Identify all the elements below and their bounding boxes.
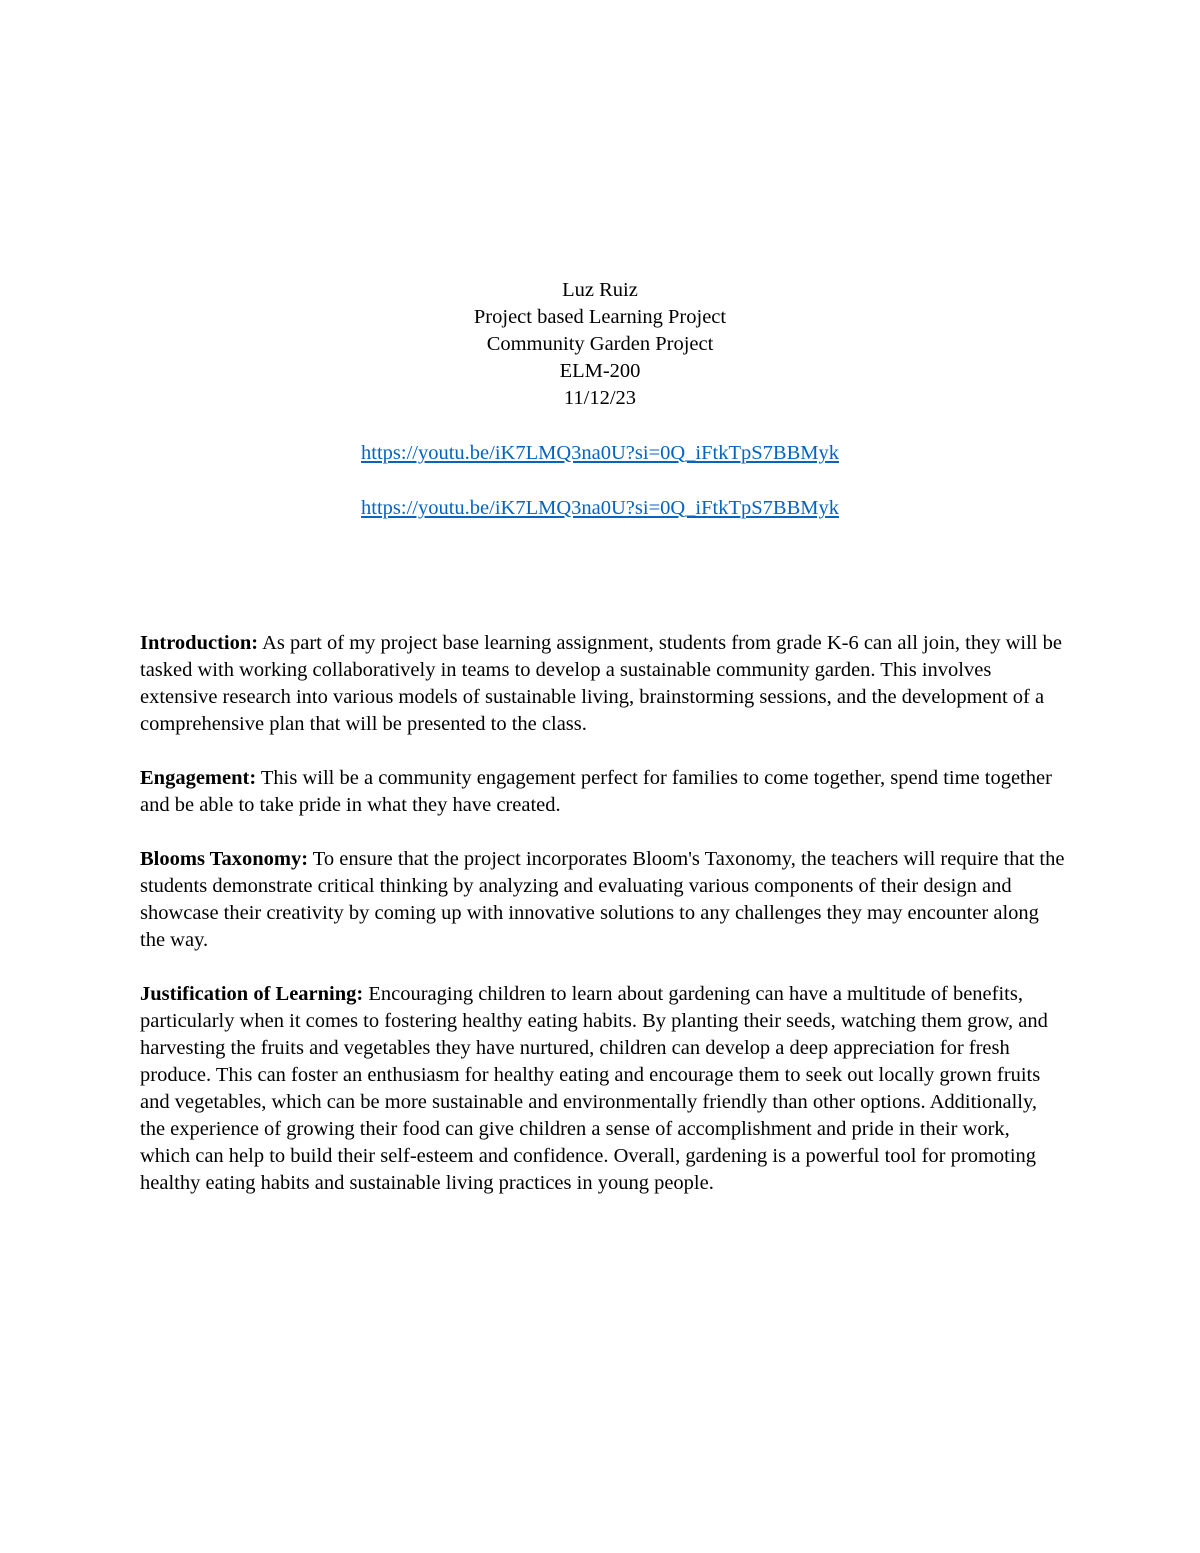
engagement-text: This will be a community engagement perfect for families to come together, spend time together and be able to take pride in what they have created. [140,767,1052,816]
introduction-paragraph [140,630,1065,738]
document-date: 11/12/23 [563,387,637,409]
justification-text: Encouraging children to learn about gardening can have a multitude of benefits, particularly when it comes to fostering healthy eating habits. By planting their seeds, watching them grow, and harvesting the fruits and vegetables they have nurtured, children can develop a deep appreciation for fresh produce. This can foster an enthusiasm for healthy eating and encourage them to seek out locally grown fruits and vegetables, which can be more sustainable and environmentally friendly than other options. Additionally, the experience of growing their food can give children a sense of accomplishment and pride in their work, which can help to build their self-esteem and confidence. Overall, gardening is a powerful tool for promoting healthy eating habits and sustainable living practices in young people. [140,983,1048,1194]
engagement-paragraph [140,765,1065,819]
video-link-1[interactable]: https://youtu.be/iK7LMQ3na0U?si=0Q_iFtkTpS7BBMyk [361,442,839,464]
assignment-title: Project based Learning Project [473,306,727,328]
video-link-2[interactable]: https://youtu.be/iK7LMQ3na0U?si=0Q_iFtkTpS7BBMyk [361,497,839,519]
course-code: ELM-200 [559,360,641,382]
author-name: Luz Ruiz [562,279,638,301]
title-block [0,277,1200,412]
blooms-taxonomy-heading: Blooms Taxonomy: [140,848,309,870]
document-body [140,630,1065,1224]
blooms-taxonomy-paragraph [140,846,1065,954]
project-title: Community Garden Project [486,333,714,355]
video-links [0,440,1200,522]
introduction-heading: Introduction: [140,632,259,654]
justification-heading: Justification of Learning: [140,983,364,1005]
blooms-taxonomy-text: To ensure that the project incorporates Bloom's Taxonomy, the teachers will require that the students demonstrate critical thinking by analyzing and evaluating various components of their design and showcase their creativity by coming up with innovative solutions to any challenges they may encounter along the way. [140,848,1065,951]
justification-paragraph [140,981,1065,1197]
engagement-heading: Engagement: [140,767,257,789]
introduction-text: As part of my project base learning assignment, students from grade K-6 can all join, they will be tasked with working collaboratively in teams to develop a sustainable community garden. This involves extensive research into various models of sustainable living, brainstorming sessions, and the development of a comprehensive plan that will be presented to the class. [140,632,1062,735]
